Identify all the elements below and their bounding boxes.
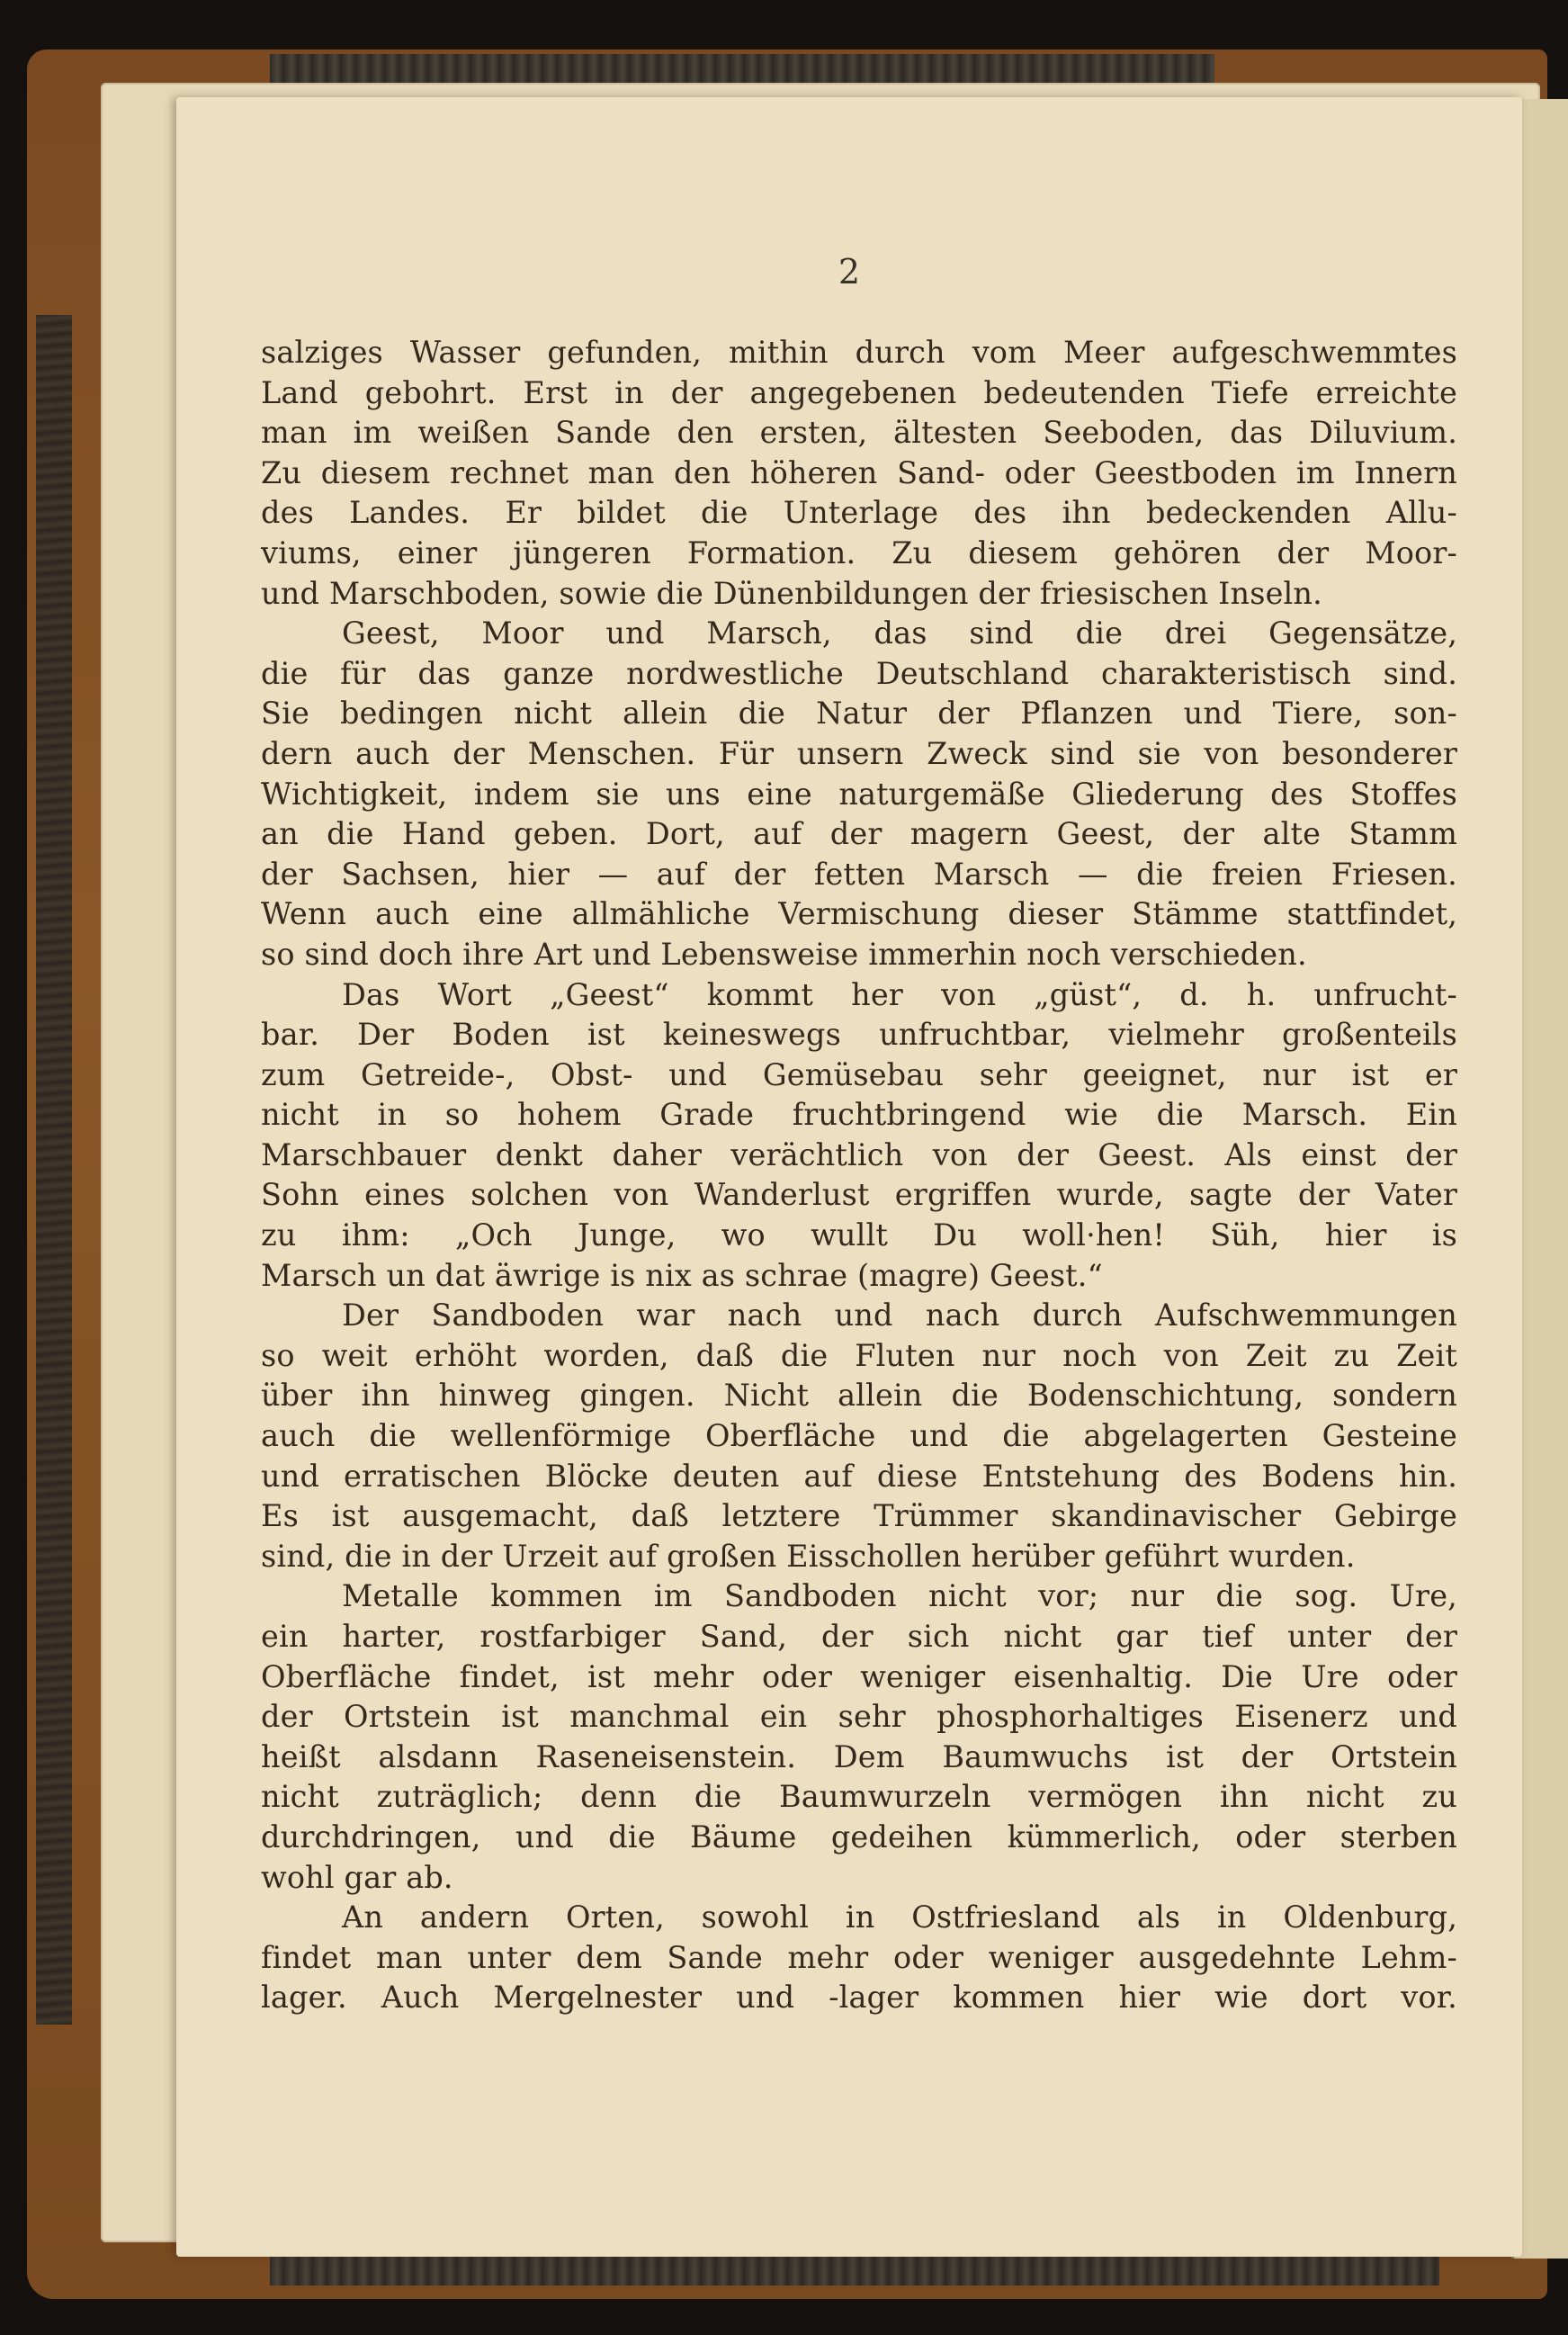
text-line: Marschbauer denkt daher verächtlich von der Geest. Als einst der bbox=[261, 1136, 1457, 1172]
text-line: Wenn auch eine allmähliche Vermischung dieser Stämme stattfindet, bbox=[261, 896, 1457, 932]
text-line: die für das ganze nordwestliche Deutschland charakteristisch sind. bbox=[261, 655, 1457, 691]
text-line: wohl gar ab. bbox=[261, 1859, 453, 1895]
text-line: durchdringen, und die Bäume gedeihen kümmerlich, oder sterben bbox=[261, 1819, 1457, 1855]
text-line: dern auch der Menschen. Für unsern Zweck sind sie von besonderer bbox=[261, 735, 1457, 771]
text-line: zu ihm: „Och Junge, wo wullt Du woll·hen! Süh, hier is bbox=[261, 1217, 1457, 1253]
text-line: findet man unter dem Sande mehr oder weniger ausgedehnte Lehm- bbox=[261, 1939, 1457, 1975]
cover-spine bbox=[36, 315, 72, 2025]
text-line: Das Wort „Geest“ kommt her von „güst“, d. h. unfrucht- bbox=[342, 976, 1457, 1012]
text-line: des Landes. Er bildet die Unterlage des ihn bedeckenden Allu- bbox=[261, 495, 1457, 531]
text-line: Sohn eines solchen von Wanderlust ergriffen wurde, sagte der Vater bbox=[261, 1177, 1457, 1213]
text-line: der Sachsen, hier — auf der fetten Marsch — die freien Friesen. bbox=[261, 856, 1457, 892]
text-line: über ihn hinweg gingen. Nicht allein die Bodenschichtung, sondern bbox=[261, 1378, 1457, 1414]
text-line: ein harter, rostfarbiger Sand, der sich nicht gar tief unter der bbox=[261, 1619, 1457, 1654]
text-line: man im weißen Sande den ersten, ältesten Seeboden, das Diluvium. bbox=[261, 415, 1457, 451]
text-line: an die Hand geben. Dort, auf der magern Geest, der alte Stamm bbox=[261, 816, 1457, 852]
text-line: Geest, Moor und Marsch, das sind die drei Gegensätze, bbox=[342, 615, 1457, 651]
text-line: nicht zuträglich; denn die Baumwurzeln vermögen ihn nicht zu bbox=[261, 1779, 1457, 1815]
text-line: Oberfläche findet, ist mehr oder weniger eisenhaltig. Die Ure oder bbox=[261, 1658, 1457, 1694]
text-line: Wichtigkeit, indem sie uns eine naturgemäße Gliederung des Stoffes bbox=[261, 776, 1457, 812]
text-line: nicht in so hohem Grade fruchtbringend wie die Marsch. Ein bbox=[261, 1097, 1457, 1133]
text-line: so weit erhöht worden, daß die Fluten nur noch von Zeit zu Zeit bbox=[261, 1337, 1457, 1373]
text-line: und Marschboden, sowie die Dünenbildungen der friesischen Inseln. bbox=[261, 575, 1322, 611]
text-line: und erratischen Blöcke deuten auf diese Entstehung des Bodens hin. bbox=[261, 1458, 1457, 1494]
text-line: salziges Wasser gefunden, mithin durch vom Meer aufgeschwemmtes bbox=[261, 335, 1457, 370]
text-line: Sie bedingen nicht allein die Natur der Pflanzen und Tiere, son- bbox=[261, 696, 1457, 732]
text-line: Der Sandboden war nach und nach durch Aufschwemmungen bbox=[342, 1298, 1457, 1334]
page-number: 2 bbox=[838, 252, 861, 292]
text-line: sind, die in der Urzeit auf großen Eisschollen herüber geführt wurden. bbox=[261, 1538, 1356, 1574]
text-line: Marsch un dat äwrige is nix as schrae (magre) Geest.“ bbox=[261, 1257, 1103, 1293]
page-text bbox=[261, 333, 1457, 2018]
text-line: der Ortstein ist manchmal ein sehr phosphorhaltiges Eisenerz und bbox=[261, 1699, 1457, 1735]
text-line: viums, einer jüngeren Formation. Zu diesem gehören der Moor- bbox=[261, 534, 1457, 570]
text-line: so sind doch ihre Art und Lebensweise immerhin noch verschieden. bbox=[261, 936, 1307, 972]
text-line: Zu diesem rechnet man den höheren Sand- oder Geestboden im Innern bbox=[261, 454, 1457, 490]
text-line: Land gebohrt. Erst in der angegebenen bedeutenden Tiefe erreichte bbox=[261, 374, 1457, 410]
text-line: An andern Orten, sowohl in Ostfriesland als in Oldenburg, bbox=[342, 1899, 1457, 1935]
text-line: zum Getreide-, Obst- und Gemüsebau sehr geeignet, nur ist er bbox=[261, 1056, 1457, 1092]
text-line: Es ist ausgemacht, daß letztere Trümmer skandinavischer Gebirge bbox=[261, 1498, 1457, 1534]
text-line: auch die wellenförmige Oberfläche und die abgelagerten Gesteine bbox=[261, 1418, 1457, 1454]
text-line: bar. Der Boden ist keineswegs unfruchtbar, vielmehr großenteils bbox=[261, 1017, 1457, 1053]
text-line: heißt alsdann Raseneisenstein. Dem Baumwuchs ist der Ortstein bbox=[261, 1738, 1457, 1774]
text-line: lager. Auch Mergelnester und -lager kommen hier wie dort vor. bbox=[261, 1980, 1457, 2016]
text-line: Metalle kommen im Sandboden nicht vor; nur die sog. Ure, bbox=[342, 1578, 1457, 1614]
